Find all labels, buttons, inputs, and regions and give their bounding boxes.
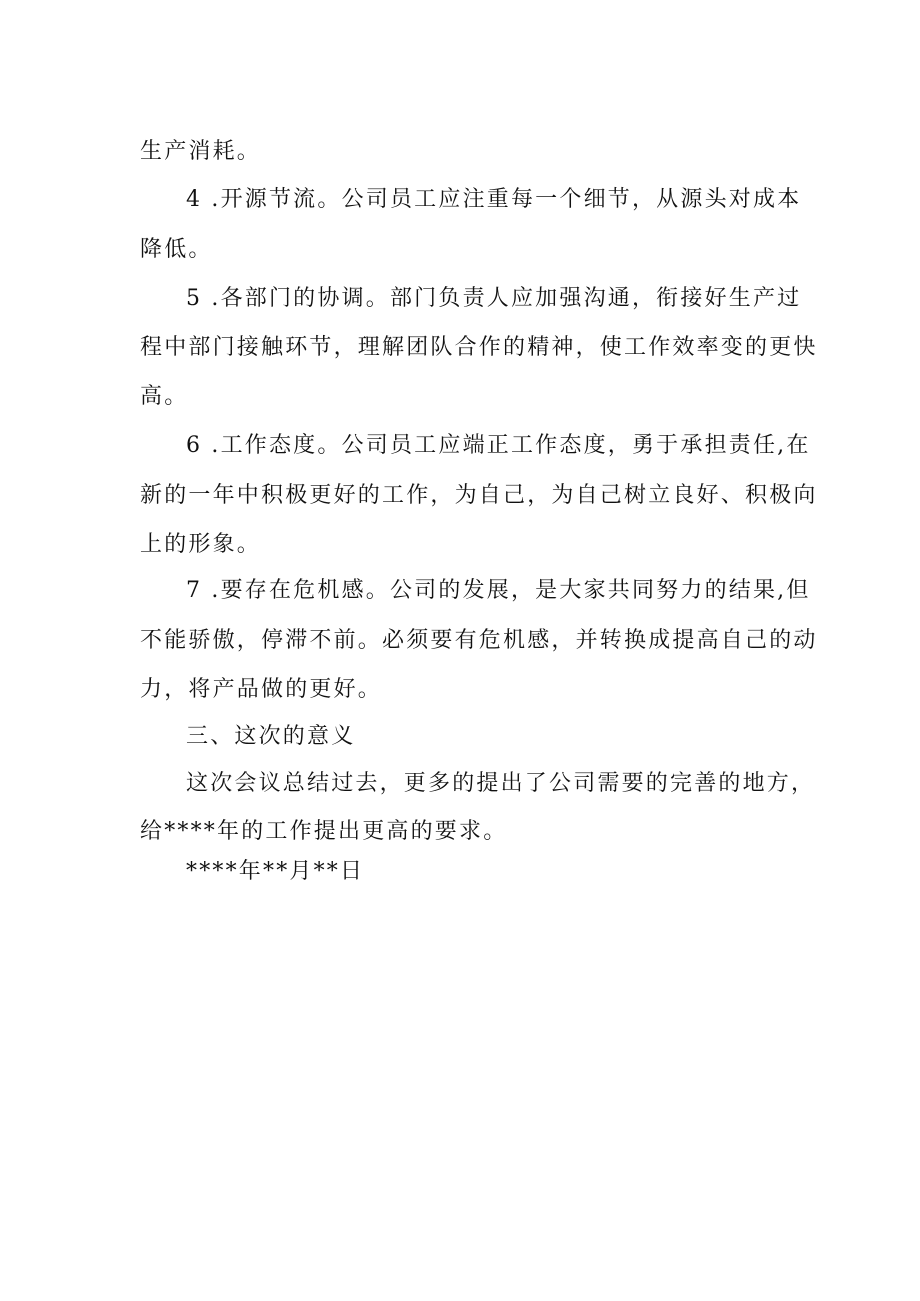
paragraph-line: 力，将产品做的更好。 — [140, 677, 383, 702]
list-item-6-line: 6 .工作态度。公司员工应端正工作态度，勇于承担责任,在 — [186, 433, 811, 458]
paragraph-line: 程中部门接触环节，理解团队合作的精神，使工作效率变的更快 — [140, 335, 818, 360]
date-line: ****年**月**日 — [186, 859, 365, 884]
paragraph-line: 上的形象。 — [140, 532, 262, 557]
paragraph-line: 给****年的工作提出更高的要求。 — [140, 819, 508, 844]
paragraph-line: 降低。 — [140, 237, 213, 262]
list-item-7-line: 7 .要存在危机感。公司的发展，是大家共同努力的结果,但 — [186, 578, 811, 603]
paragraph-line: 不能骄傲，停滞不前。必须要有危机感，并转换成提高自己的动 — [140, 628, 818, 653]
paragraph-line: 这次会议总结过去，更多的提出了公司需要的完善的地方， — [186, 771, 816, 796]
paragraph-line: 高。 — [140, 384, 189, 409]
list-item-5-line: 5 .各部门的协调。部门负责人应加强沟通，衔接好生产过 — [186, 286, 802, 311]
paragraph-line: 生产消耗。 — [140, 139, 262, 164]
list-item-4-line: 4 .开源节流。公司员工应注重每一个细节，从源头对成本 — [186, 187, 802, 212]
section-heading: 三、这次的意义 — [186, 724, 356, 749]
paragraph-line: 新的一年中积极更好的工作，为自己，为自己树立良好、积极向 — [140, 483, 818, 508]
